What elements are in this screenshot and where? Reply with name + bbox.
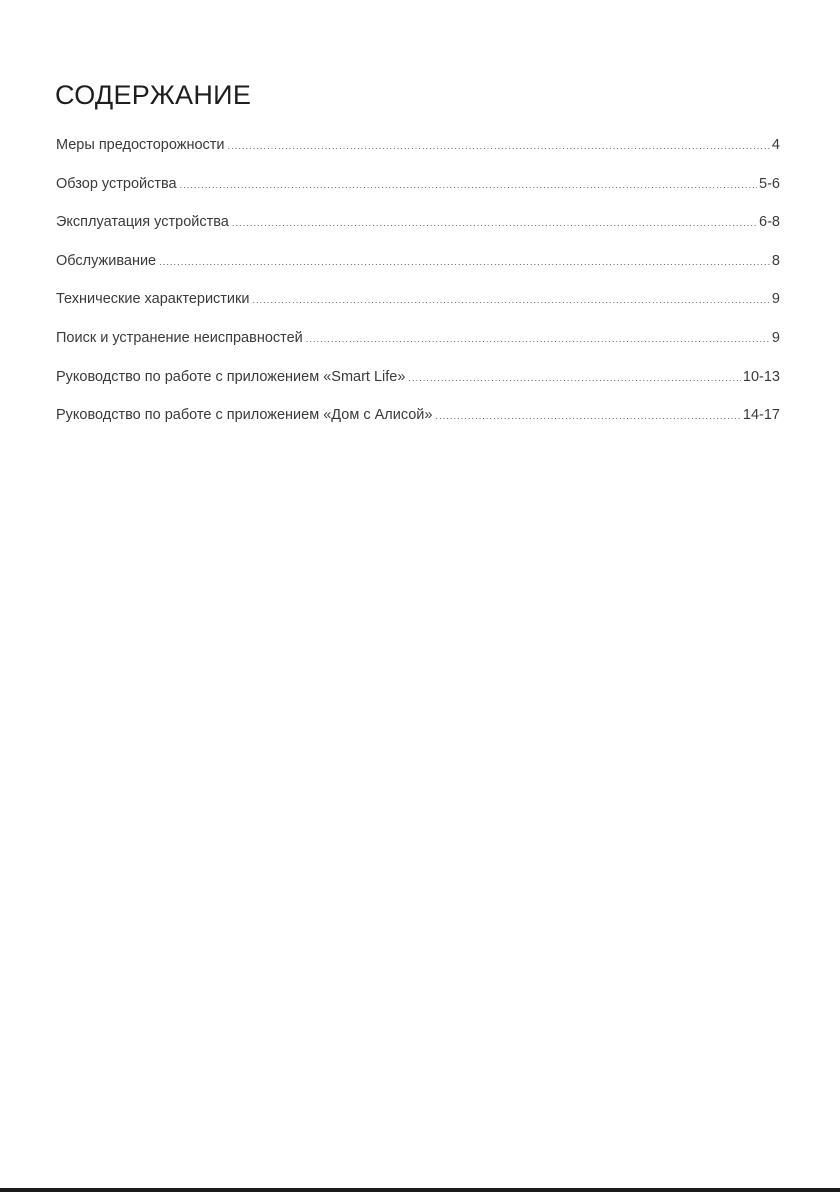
toc-entry-label: Поиск и устранение неисправностей	[56, 329, 303, 346]
toc-entry-page: 14-17	[742, 407, 780, 424]
toc-entry-alice-home-guide[interactable]	[56, 407, 780, 446]
toc-entry-smart-life-guide[interactable]	[56, 369, 780, 408]
toc-entry-page: 10-13	[742, 368, 780, 385]
toc-entry-page: 9	[771, 329, 780, 346]
toc-entry-label: Меры предосторожности	[56, 137, 225, 153]
toc-dot-leader	[180, 180, 757, 190]
toc-entry-page: 8	[771, 252, 780, 269]
toc-entry-page: 6-8	[759, 214, 780, 231]
toc-dot-leader	[159, 257, 770, 267]
toc-entry-page: 5-6	[759, 175, 780, 192]
toc-entry-page: 4	[771, 137, 780, 153]
page-title: СОДЕРЖАНИЕ	[55, 80, 252, 110]
toc-entry-specifications[interactable]	[56, 291, 780, 330]
toc-entry-device-overview[interactable]	[56, 176, 780, 215]
toc-entry-troubleshooting[interactable]	[56, 330, 780, 369]
toc-dot-leader	[306, 334, 770, 344]
toc-entry-label: Эксплуатация устройства	[56, 214, 229, 231]
toc-entry-maintenance[interactable]	[56, 253, 780, 292]
toc-entry-label: Обзор устройства	[56, 175, 177, 192]
toc-entry-label: Руководство по работе с приложением «Smart Life»	[56, 368, 406, 385]
toc-dot-leader	[232, 218, 757, 228]
toc-entry-label: Руководство по работе с приложением «Дом с Алисой»	[56, 407, 433, 424]
toc-dot-leader	[228, 141, 770, 151]
table-of-contents	[56, 137, 780, 446]
toc-entry-device-operation[interactable]	[56, 214, 780, 253]
toc-entry-label: Технические характеристики	[56, 291, 250, 308]
toc-entry-page: 9	[771, 291, 780, 308]
toc-dot-leader	[435, 411, 740, 421]
page-bottom-border	[0, 1188, 840, 1192]
toc-entry-label: Обслуживание	[56, 252, 157, 269]
toc-dot-leader	[408, 373, 740, 383]
toc-entry-precautions[interactable]	[56, 137, 780, 176]
toc-dot-leader	[252, 295, 769, 305]
